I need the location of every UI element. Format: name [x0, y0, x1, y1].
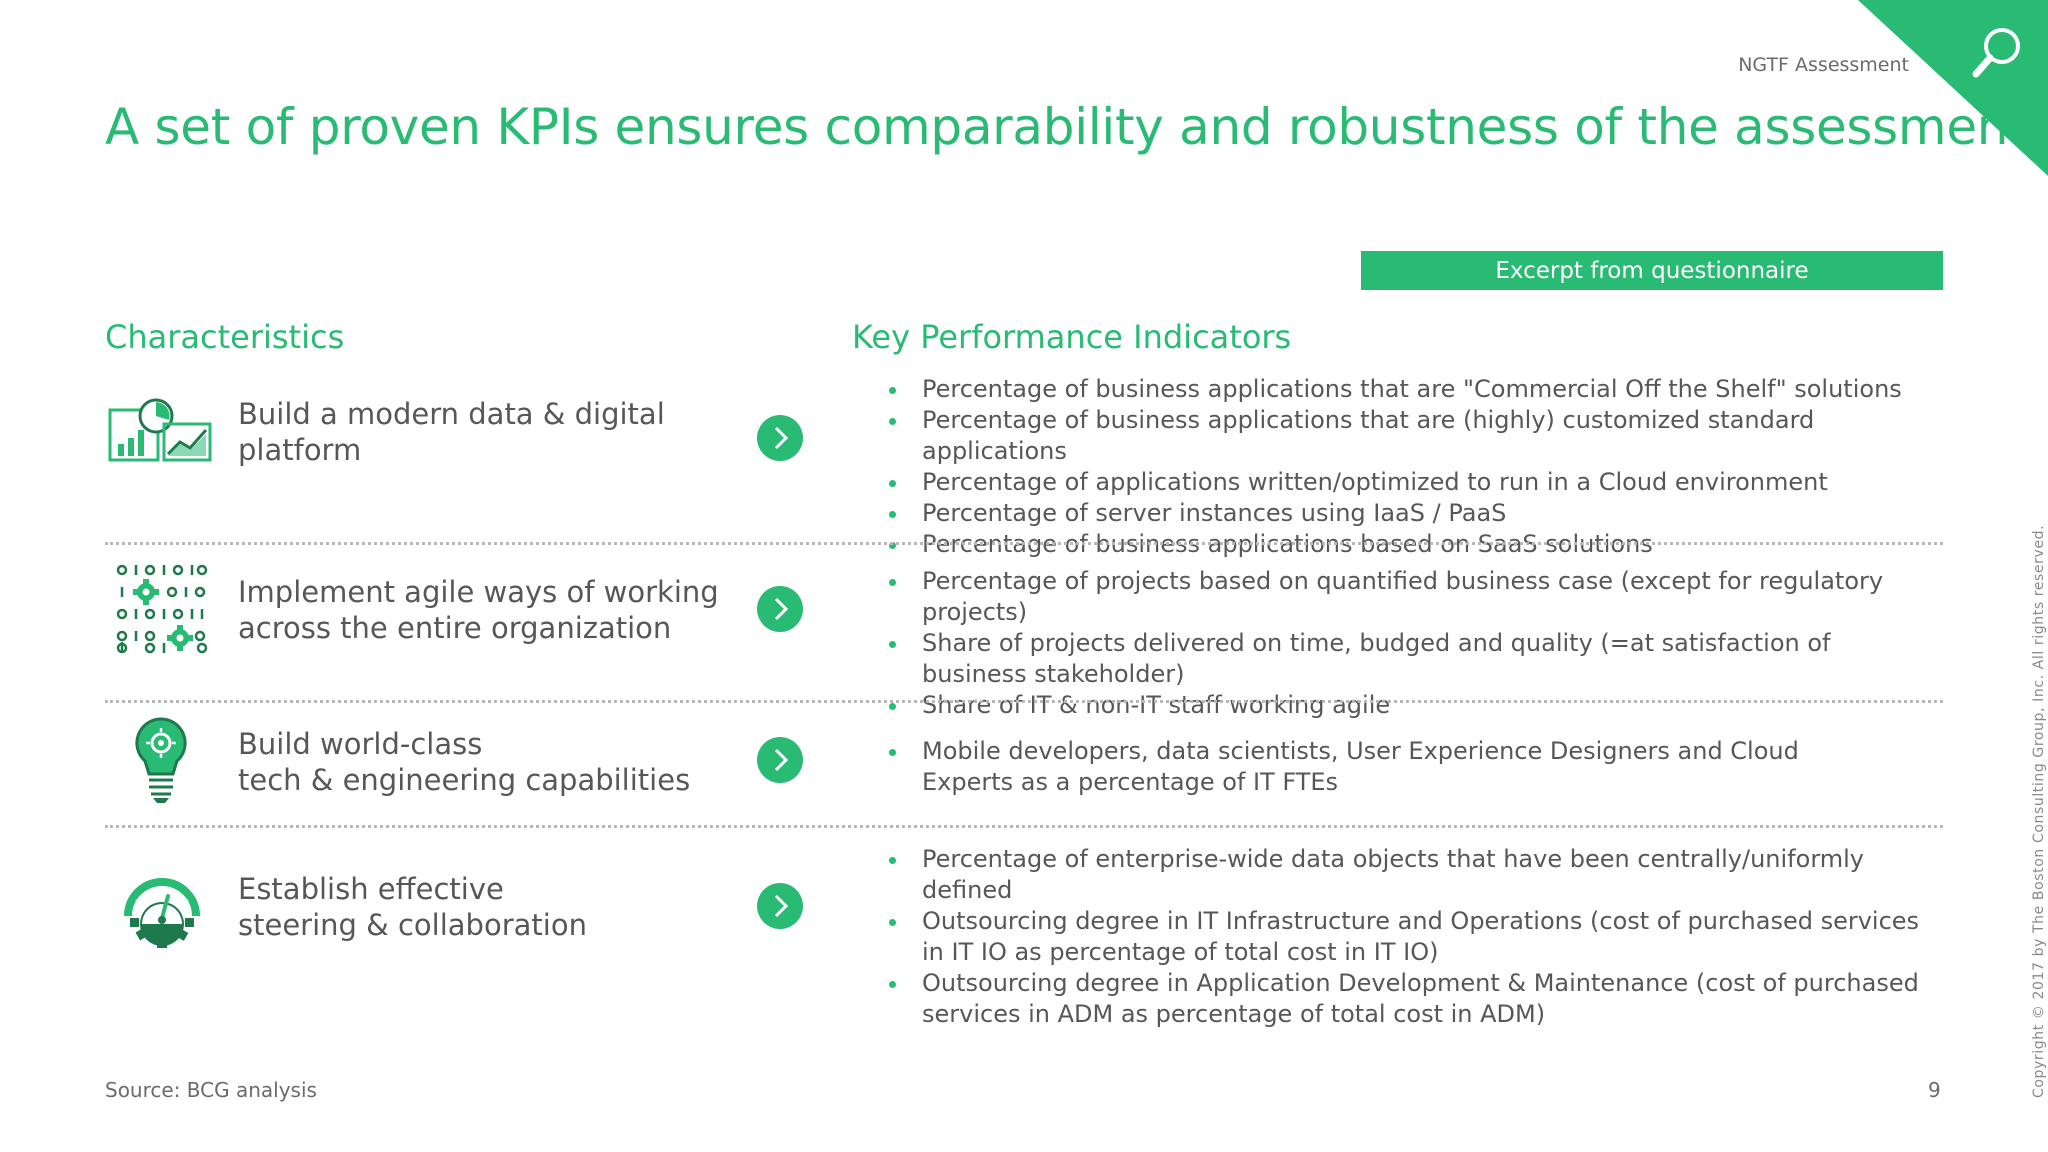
arrow-icon-2: [757, 586, 803, 632]
characteristic-4-line1: Establish effective: [238, 872, 504, 906]
divider: [105, 542, 1943, 545]
characteristic-3: [238, 726, 690, 798]
characteristic-2-line2: across the entire organization: [238, 611, 672, 645]
kpi-item: Percentage of business applications that are (highly) customized standard applications: [884, 405, 1954, 467]
agile-binary-icon: [114, 562, 208, 654]
source-note: Source: BCG analysis: [105, 1078, 317, 1102]
kpi-heading: Key Performance Indicators: [852, 318, 1292, 356]
kpi-item: Share of IT & non-IT staff working agile: [884, 690, 1954, 721]
characteristic-2: [238, 574, 719, 646]
characteristic-2-line1: Implement agile ways of working: [238, 575, 719, 609]
kpi-item: Percentage of applications written/optimized to run in a Cloud environment: [884, 467, 1954, 498]
magnifier-icon: [1968, 22, 2028, 84]
page-title: A set of proven KPIs ensures comparability and robustness of the assessment: [105, 98, 2028, 156]
arrow-icon-3: [757, 737, 803, 783]
kpi-list-2: [884, 566, 1954, 721]
characteristic-4: [238, 871, 587, 943]
kpi-list-3: [884, 736, 1904, 798]
lightbulb-icon: [133, 716, 189, 804]
characteristics-heading: Characteristics: [105, 318, 345, 356]
divider: [105, 825, 1943, 828]
kpi-item: Percentage of enterprise-wide data objects that have been centrally/uniformly defined: [884, 844, 1924, 906]
page-number: 9: [1928, 1078, 1941, 1102]
kpi-item: Percentage of server instances using IaaS / PaaS: [884, 498, 1954, 529]
kpi-item: Share of projects delivered on time, budged and quality (=at satisfaction of business stakeholder): [884, 628, 1954, 690]
gauge-gear-icon: [122, 866, 202, 948]
divider: [105, 700, 1943, 703]
arrow-icon-1: [757, 415, 803, 461]
characteristic-4-line2: steering & collaboration: [238, 908, 587, 942]
characteristic-3-line2: tech & engineering capabilities: [238, 763, 691, 797]
excerpt-badge: Excerpt from questionnaire: [1361, 251, 1943, 290]
copyright-note: Copyright © 2017 by The Boston Consulting Group, Inc. All rights reserved.: [2031, 524, 2047, 1098]
characteristic-1-line1: Build a modern data & digital: [238, 397, 665, 431]
kpi-item: Outsourcing degree in IT Infrastructure and Operations (cost of purchased services in IT IO as percentage of total cost in IT IO): [884, 906, 1924, 968]
kpi-item: Percentage of business applications based on SaaS solutions: [884, 529, 1954, 560]
characteristic-1-line2: platform: [238, 433, 362, 467]
kpi-list-4: [884, 844, 1924, 1030]
arrow-icon-4: [757, 883, 803, 929]
characteristic-1: [238, 396, 665, 468]
header-label: NGTF Assessment: [1738, 54, 1909, 76]
kpi-item: Percentage of projects based on quantified business case (except for regulatory projects): [884, 566, 1954, 628]
data-dashboard-icon: [108, 398, 214, 464]
characteristic-3-line1: Build world-class: [238, 727, 483, 761]
kpi-item: Mobile developers, data scientists, User Experience Designers and Cloud Experts as a percentage of IT FTEs: [884, 736, 1904, 798]
kpi-item: Percentage of business applications that are "Commercial Off the Shelf" solutions: [884, 374, 1954, 405]
kpi-item: Outsourcing degree in Application Development & Maintenance (cost of purchased services in ADM as percentage of total cost in ADM): [884, 968, 1924, 1030]
kpi-list-1: [884, 374, 1954, 560]
